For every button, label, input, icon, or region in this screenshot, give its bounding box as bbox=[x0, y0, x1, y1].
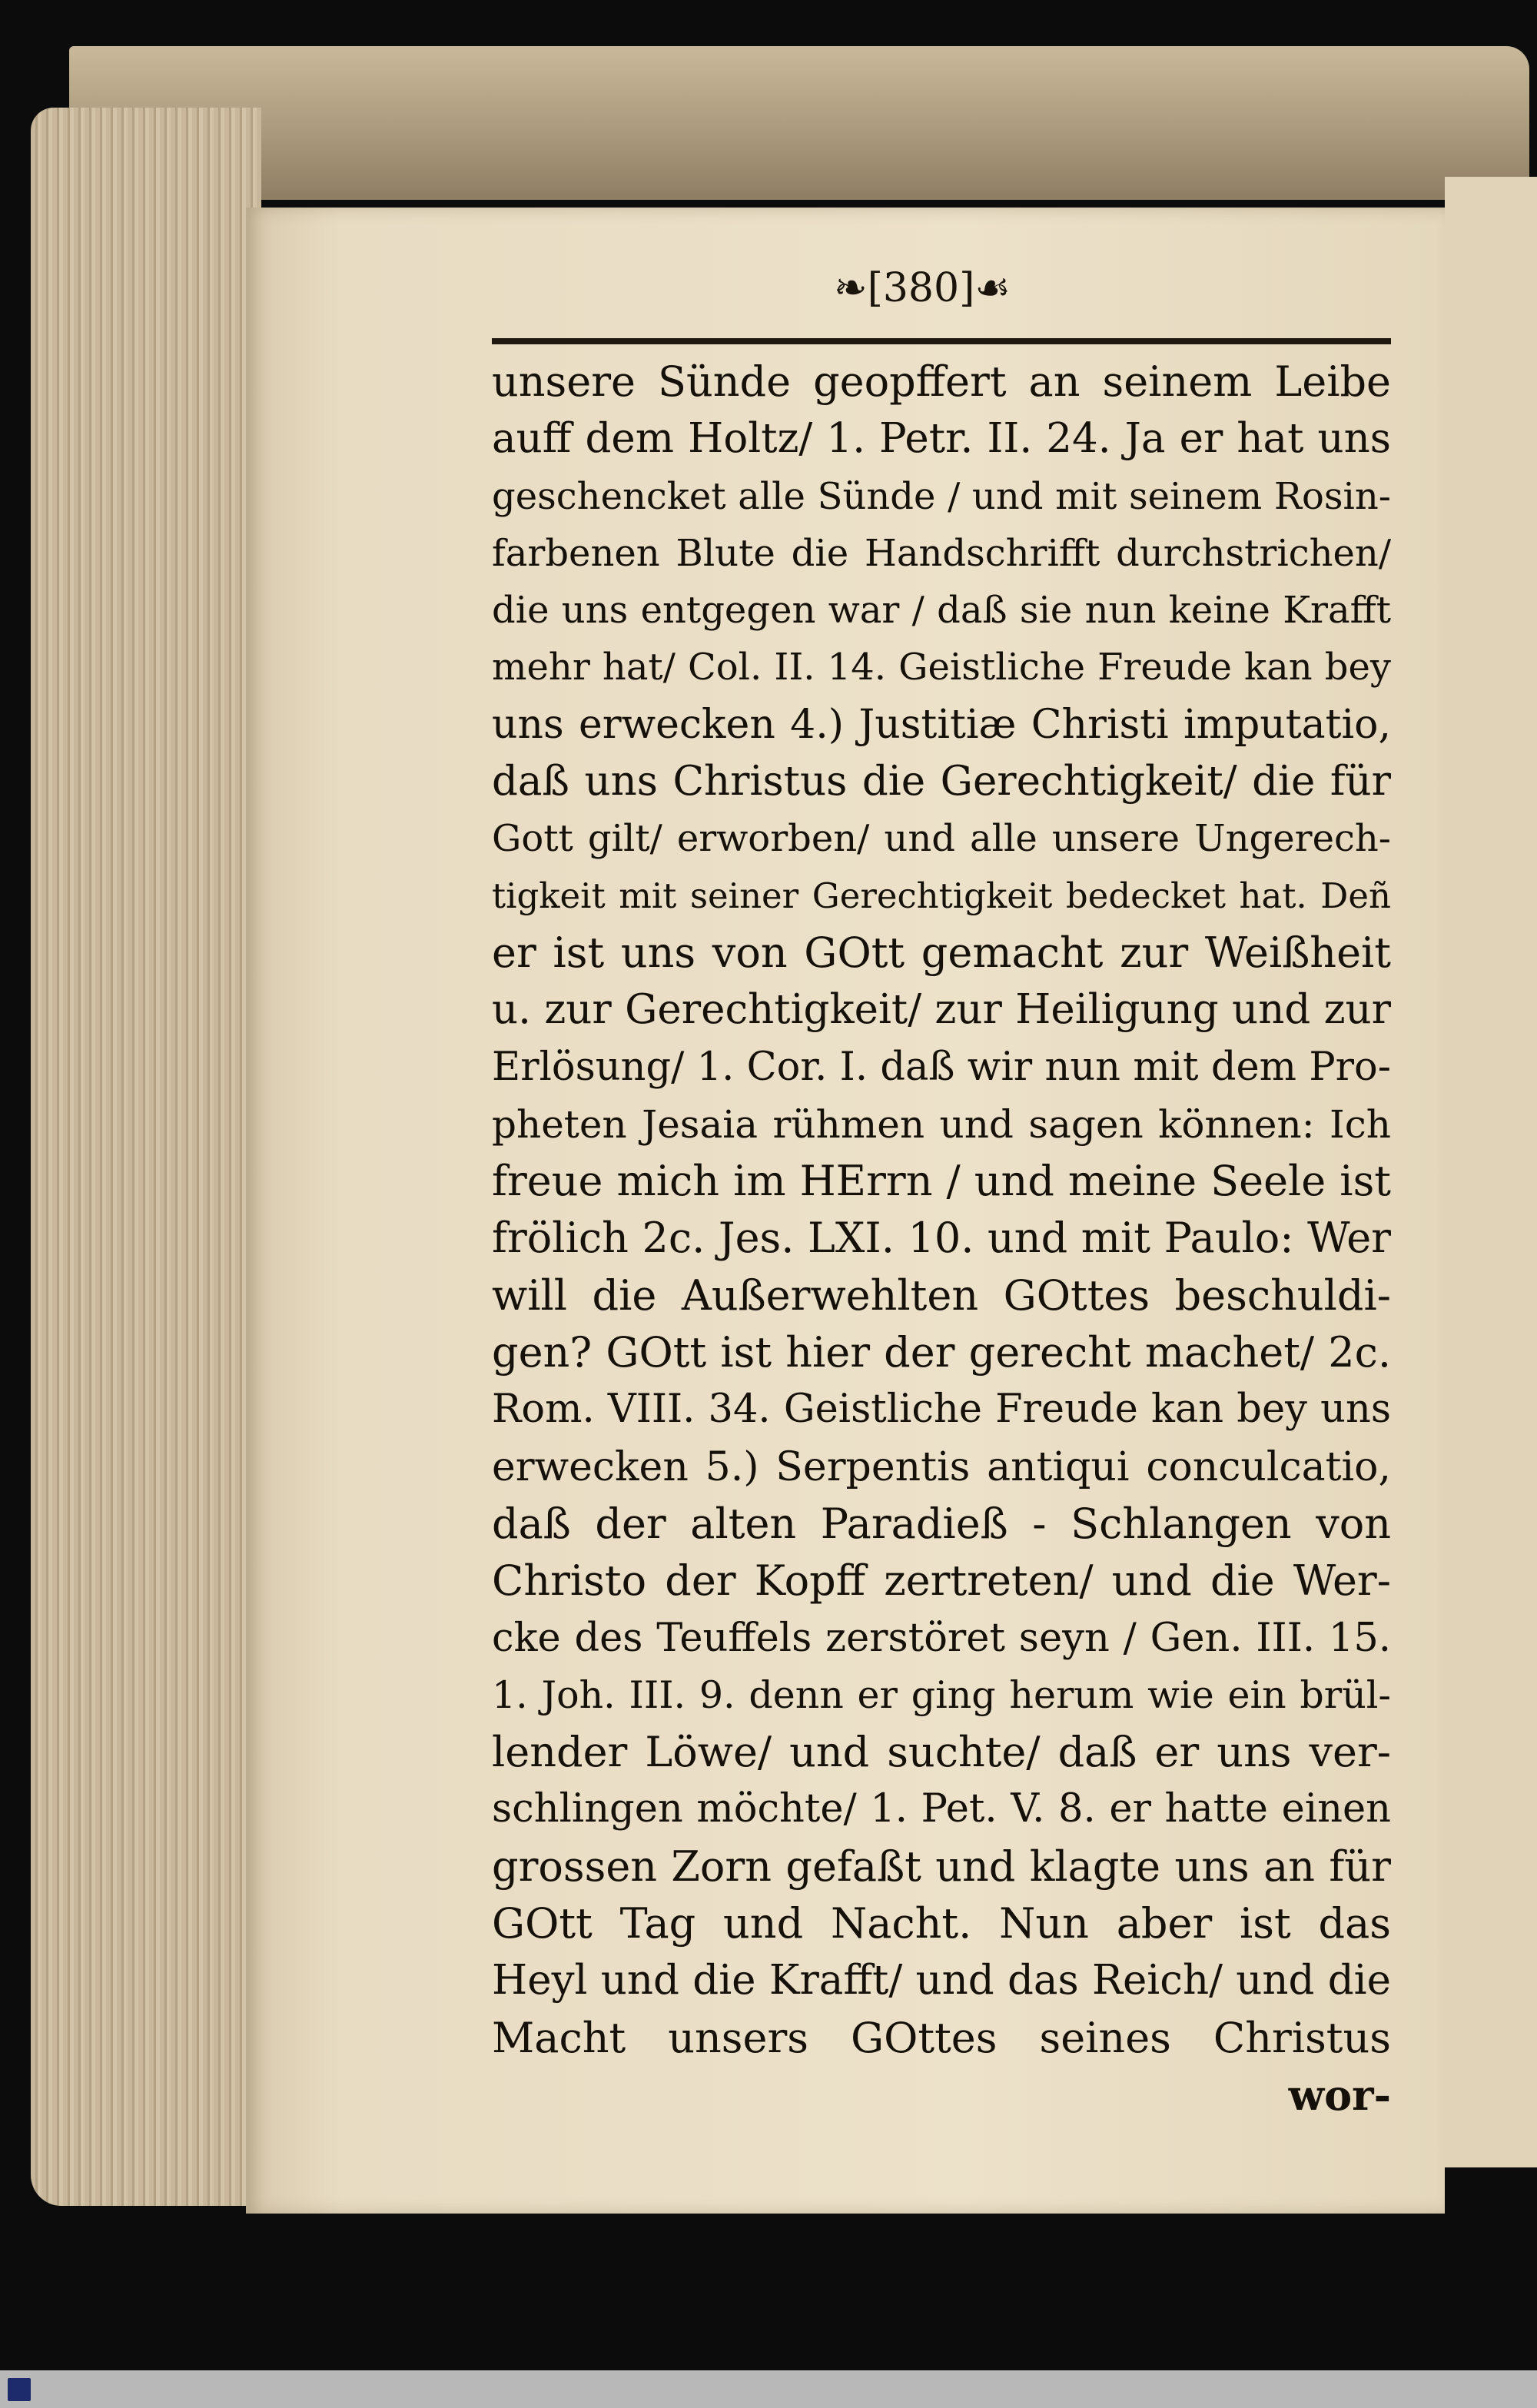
viewer-footer-strip bbox=[0, 2370, 1537, 2408]
text-line: erwecken 5.) Serpentis antiqui conculcatio, bbox=[492, 1443, 1391, 1490]
text-line: daß uns Christus die Gerechtigkeit/ die für bbox=[492, 758, 1391, 805]
text-line: Heyl und die Krafft/ und das Reich/ und die bbox=[492, 1957, 1391, 2004]
text-line: tigkeit mit seiner Gerechtigkeit bedecket hat. Deñ bbox=[492, 875, 1391, 916]
text-line: cke des Teuffels zerstöret seyn / Gen. III. 15. bbox=[492, 1615, 1391, 1661]
catchword-text: wor- bbox=[1288, 2070, 1391, 2120]
text-line: pheten Jesaia rühmen und sagen können: Ich bbox=[492, 1101, 1391, 1147]
text-line: daß der alten Paradieß - Schlangen von bbox=[492, 1499, 1391, 1548]
text-line: auff dem Holtz/ 1. Petr. II. 24. Ja er hat uns bbox=[492, 415, 1391, 463]
text-line: uns erwecken 4.) Justitiæ Christi imputatio, bbox=[492, 701, 1391, 748]
page-number: [380] bbox=[867, 265, 975, 311]
text-line: farbenen Blute die Handschrifft durchstrichen/ bbox=[492, 531, 1391, 575]
text-line: Christo der Kopff zertreten/ und die Wer- bbox=[492, 1556, 1391, 1606]
body-text bbox=[492, 354, 1391, 2124]
text-line: geschencket alle Sünde / und mit seinem Rosin- bbox=[492, 474, 1391, 518]
text-line: unsere Sünde geopffert an seinem Leibe bbox=[492, 357, 1391, 406]
text-line: Macht unsers GOttes seines Christus bbox=[492, 2013, 1391, 2062]
book-page-edges bbox=[31, 108, 261, 2206]
text-line: gen? GOtt ist hier der gerecht machet/ 2c. bbox=[492, 1328, 1391, 1377]
text-line: u. zur Gerechtigkeit/ zur Heiligung und zur bbox=[492, 986, 1391, 1034]
library-logo-icon bbox=[8, 2378, 31, 2401]
text-line: grossen Zorn gefaßt und klagte uns an für bbox=[492, 1842, 1391, 1891]
text-line: mehr hat/ Col. II. 14. Geistliche Freude kan bey bbox=[492, 646, 1391, 689]
text-line: Rom. VIII. 34. Geistliche Freude kan bey uns bbox=[492, 1387, 1391, 1433]
book-top-edge bbox=[69, 46, 1529, 200]
text-line: lender Löwe/ und suchte/ daß er uns ver- bbox=[492, 1728, 1391, 1777]
text-line: er ist uns von GOtt gemacht zur Weißheit bbox=[492, 928, 1391, 977]
page-number-header bbox=[768, 265, 1076, 311]
facing-page-strip bbox=[1445, 177, 1537, 2167]
text-line: die uns entgegen war / daß sie nun keine Krafft bbox=[492, 589, 1391, 633]
text-line: will die Außerwehlten GOttes beschuldi- bbox=[492, 1270, 1391, 1320]
text-line: schlingen möchte/ 1. Pet. V. 8. er hatte einen bbox=[492, 1786, 1391, 1832]
catchword bbox=[492, 2067, 1391, 2124]
text-line: GOtt Tag und Nacht. Nun aber ist das bbox=[492, 1899, 1391, 1948]
text-line: frölich 2c. Jes. LXI. 10. und mit Paulo: Wer bbox=[492, 1214, 1391, 1263]
fleuron-left-icon: ❧ bbox=[833, 265, 868, 311]
text-line: Erlösung/ 1. Cor. I. daß wir nun mit dem Pro- bbox=[492, 1044, 1391, 1090]
fleuron-right-icon: ☙ bbox=[974, 265, 1011, 311]
header-rule bbox=[492, 338, 1391, 344]
text-line: freue mich im HErrn / und meine Seele ist bbox=[492, 1157, 1391, 1206]
text-line: Gott gilt/ erworben/ und alle unsere Ungerech- bbox=[492, 817, 1391, 861]
text-line: 1. Joh. III. 9. denn er ging herum wie ein brül- bbox=[492, 1672, 1391, 1717]
